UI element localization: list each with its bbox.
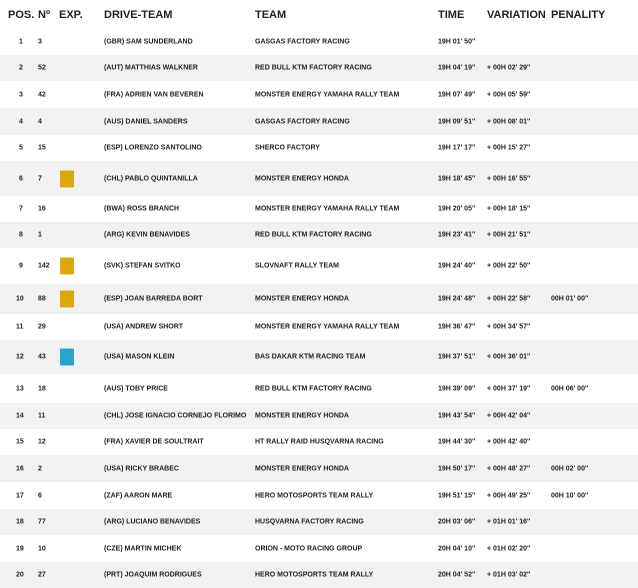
time-cell: 19H 20' 05'' — [438, 205, 476, 213]
table-row[interactable] — [0, 455, 638, 482]
driver-cell: (BWA) ROSS BRANCH — [104, 205, 180, 213]
table-body — [0, 28, 638, 588]
table-row[interactable] — [0, 28, 638, 55]
number-cell: 29 — [38, 323, 46, 331]
driver-cell: (FRA) ADRIEN VAN BEVEREN — [104, 91, 204, 98]
table-row[interactable] — [0, 340, 638, 374]
penalty-cell: 00H 02' 00'' — [551, 465, 589, 472]
pos-cell: 14 — [16, 412, 24, 420]
pos-cell: 6 — [19, 175, 23, 182]
driver-cell: (AUT) MATTHIAS WALKNER — [104, 64, 198, 72]
number-cell: 1 — [38, 231, 42, 239]
penalty-cell: 00H 01' 00'' — [551, 295, 589, 303]
team-cell: SLOVNAFT RALLY TEAM — [255, 262, 340, 270]
time-cell: 19H 04' 19'' — [438, 64, 476, 72]
pos-cell: 1 — [19, 38, 23, 45]
time-cell: 19H 17' 17'' — [438, 144, 476, 152]
number-cell: 3 — [38, 38, 42, 45]
team-cell: HUSQVARNA FACTORY RACING — [255, 518, 364, 526]
table-row[interactable] — [0, 196, 638, 222]
pos-cell: 9 — [19, 262, 23, 270]
number-cell: 52 — [38, 64, 46, 72]
time-cell: 19H 39' 09'' — [438, 385, 476, 392]
driver-cell: (USA) ANDREW SHORT — [104, 323, 184, 331]
number-cell: 15 — [38, 144, 46, 152]
driver-cell: (PRT) JOAQUIM RODRIGUES — [104, 571, 202, 579]
header-drive-team[interactable]: DRIVE-TEAM — [104, 9, 173, 21]
team-cell: GASGAS FACTORY RACING — [255, 38, 350, 45]
variation-cell: + 00H 42' 04'' — [487, 412, 531, 420]
experience-badge-icon — [60, 349, 74, 366]
table-row[interactable] — [0, 535, 638, 562]
number-cell: 42 — [38, 91, 46, 98]
number-cell: 43 — [38, 353, 46, 361]
team-cell: RED BULL KTM FACTORY RACING — [255, 64, 372, 72]
time-cell: 19H 51' 15'' — [438, 492, 476, 499]
penalty-cell: 00H 10' 00'' — [551, 492, 589, 499]
header-exp[interactable]: EXP. — [59, 9, 83, 21]
number-cell: 2 — [38, 465, 42, 472]
number-cell: 27 — [38, 571, 46, 579]
number-cell: 4 — [38, 118, 42, 125]
driver-cell: (ESP) LORENZO SANTOLINO — [104, 144, 202, 152]
number-cell: 11 — [38, 412, 46, 420]
pos-cell: 8 — [19, 231, 23, 239]
variation-cell: + 00H 36' 01'' — [487, 353, 531, 361]
pos-cell: 12 — [16, 353, 24, 361]
team-cell: HERO MOTOSPORTS TEAM RALLY — [255, 492, 374, 499]
time-cell: 19H 01' 50'' — [438, 38, 476, 45]
header-pos[interactable]: POS. — [8, 9, 35, 21]
pos-cell: 13 — [16, 385, 24, 392]
pos-cell: 4 — [19, 118, 23, 125]
experience-badge-icon — [60, 170, 74, 187]
variation-cell: + 00H 08' 01'' — [487, 118, 531, 125]
number-cell: 10 — [38, 545, 46, 552]
variation-cell: + 01H 01' 16'' — [487, 518, 531, 526]
pos-cell: 3 — [19, 91, 23, 98]
time-cell: 19H 09' 51'' — [438, 118, 476, 125]
variation-cell: + 00H 05' 59'' — [487, 91, 531, 98]
table-row[interactable] — [0, 482, 638, 509]
number-cell: 142 — [38, 262, 50, 270]
variation-cell: + 00H 22' 58'' — [487, 295, 531, 303]
driver-cell: (FRA) XAVIER DE SOULTRAIT — [104, 438, 204, 446]
experience-badge-icon — [60, 258, 74, 275]
variation-cell: + 01H 03' 02'' — [487, 571, 531, 579]
pos-cell: 18 — [16, 518, 24, 526]
time-cell: 19H 36' 47'' — [438, 323, 476, 331]
penalty-cell: 00H 06' 00'' — [551, 385, 589, 392]
variation-cell: + 00H 15' 27'' — [487, 144, 531, 152]
variation-cell: + 01H 02' 20'' — [487, 545, 531, 552]
variation-cell: + 00H 48' 27'' — [487, 465, 531, 472]
team-cell: MONSTER ENERGY YAMAHA RALLY TEAM — [255, 91, 400, 98]
number-cell: 16 — [38, 205, 46, 213]
driver-cell: (ARG) LUCIANO BENAVIDES — [104, 518, 201, 526]
driver-cell: (CHL) JOSE IGNACIO CORNEJO FLORIMO — [104, 412, 247, 420]
driver-cell: (USA) MASON KLEIN — [104, 353, 175, 361]
variation-cell: + 00H 02' 29'' — [487, 64, 531, 72]
pos-cell: 11 — [16, 323, 24, 331]
team-cell: HT RALLY RAID HUSQVARNA RACING — [255, 438, 384, 446]
team-cell: RED BULL KTM FACTORY RACING — [255, 385, 372, 392]
team-cell: SHERCO FACTORY — [255, 144, 320, 152]
variation-cell: + 00H 49' 25'' — [487, 492, 531, 499]
driver-cell: (ARG) KEVIN BENAVIDES — [104, 231, 190, 239]
team-cell: HERO MOTOSPORTS TEAM RALLY — [255, 571, 374, 579]
pos-cell: 19 — [16, 545, 24, 552]
table-header — [0, 0, 638, 28]
pos-cell: 7 — [19, 205, 23, 213]
team-cell: MONSTER ENERGY HONDA — [255, 295, 349, 303]
table-row[interactable] — [0, 562, 638, 588]
pos-cell: 16 — [16, 465, 24, 472]
pos-cell: 10 — [16, 295, 24, 303]
variation-cell: + 00H 34' 57'' — [487, 323, 531, 331]
time-cell: 20H 03' 06'' — [438, 518, 476, 526]
number-cell: 12 — [38, 438, 46, 446]
variation-cell: + 00H 21' 51'' — [487, 231, 531, 239]
table-row[interactable] — [0, 374, 638, 403]
driver-cell: (CHL) PABLO QUINTANILLA — [104, 175, 198, 182]
time-cell: 19H 37' 51'' — [438, 353, 476, 361]
team-cell: MONSTER ENERGY HONDA — [255, 175, 349, 182]
variation-cell: + 00H 37' 19'' — [487, 385, 531, 392]
experience-badge-icon — [60, 291, 74, 308]
time-cell: 19H 44' 30'' — [438, 438, 476, 446]
time-cell: 19H 24' 48'' — [438, 295, 476, 303]
number-cell: 18 — [38, 385, 46, 392]
header-penality[interactable]: PENALITY — [551, 9, 606, 21]
driver-cell: (AUS) DANIEL SANDERS — [104, 118, 188, 125]
header-time[interactable]: TIME — [438, 9, 465, 21]
team-cell: MONSTER ENERGY HONDA — [255, 465, 349, 472]
pos-cell: 17 — [16, 492, 24, 499]
table-row[interactable] — [0, 248, 638, 284]
variation-cell: + 00H 16' 55'' — [487, 175, 531, 182]
time-cell: 19H 50' 17'' — [438, 465, 476, 472]
number-cell: 88 — [38, 295, 46, 303]
table-row[interactable] — [0, 403, 638, 429]
number-cell: 77 — [38, 518, 46, 526]
driver-cell: (USA) RICKY BRABEC — [104, 465, 179, 472]
number-cell: 7 — [38, 175, 42, 182]
team-cell: BAS DAKAR KTM RACING TEAM — [255, 353, 366, 361]
table-row[interactable] — [0, 284, 638, 314]
pos-cell: 5 — [19, 144, 23, 152]
driver-cell: (GBR) SAM SUNDERLAND — [104, 38, 193, 45]
number-cell: 6 — [38, 492, 42, 499]
table-row[interactable] — [0, 429, 638, 455]
table-row[interactable] — [0, 135, 638, 161]
driver-cell: (CZE) MARTIN MICHEK — [104, 545, 182, 552]
time-cell: 19H 23' 41'' — [438, 231, 476, 239]
time-cell: 19H 24' 40'' — [438, 262, 476, 270]
header-team[interactable]: TEAM — [255, 9, 287, 21]
table-row[interactable] — [0, 314, 638, 340]
driver-cell: (ESP) JOAN BARREDA BORT — [104, 295, 203, 303]
table-row[interactable] — [0, 222, 638, 248]
time-cell: 19H 43' 54'' — [438, 412, 476, 420]
variation-cell: + 00H 18' 15'' — [487, 205, 531, 213]
header-variation[interactable]: VARIATION — [487, 9, 546, 21]
pos-cell: 2 — [19, 64, 23, 72]
pos-cell: 15 — [16, 438, 24, 446]
team-cell: GASGAS FACTORY RACING — [255, 118, 350, 125]
team-cell: MONSTER ENERGY YAMAHA RALLY TEAM — [255, 323, 400, 331]
driver-cell: (AUS) TOBY PRICE — [104, 385, 168, 392]
table-row[interactable] — [0, 108, 638, 135]
driver-cell: (ZAF) AARON MARE — [104, 492, 173, 499]
time-cell: 20H 04' 52'' — [438, 571, 476, 579]
variation-cell: + 00H 42' 40'' — [487, 438, 531, 446]
header-num[interactable]: Nº — [38, 9, 50, 21]
pos-cell: 20 — [16, 571, 24, 579]
team-cell: ORION - MOTO RACING GROUP — [255, 545, 363, 552]
table-row[interactable] — [0, 55, 638, 81]
team-cell: RED BULL KTM FACTORY RACING — [255, 231, 372, 239]
table-row[interactable] — [0, 81, 638, 108]
time-cell: 19H 07' 49'' — [438, 91, 476, 98]
team-cell: MONSTER ENERGY HONDA — [255, 412, 349, 420]
variation-cell: + 00H 22' 50'' — [487, 262, 531, 270]
team-cell: MONSTER ENERGY YAMAHA RALLY TEAM — [255, 205, 400, 213]
time-cell: 20H 04' 10'' — [438, 545, 476, 552]
driver-cell: (SVK) STEFAN SVITKO — [104, 262, 181, 270]
table-row[interactable] — [0, 161, 638, 196]
time-cell: 19H 18' 45'' — [438, 175, 476, 182]
table-row[interactable] — [0, 509, 638, 535]
